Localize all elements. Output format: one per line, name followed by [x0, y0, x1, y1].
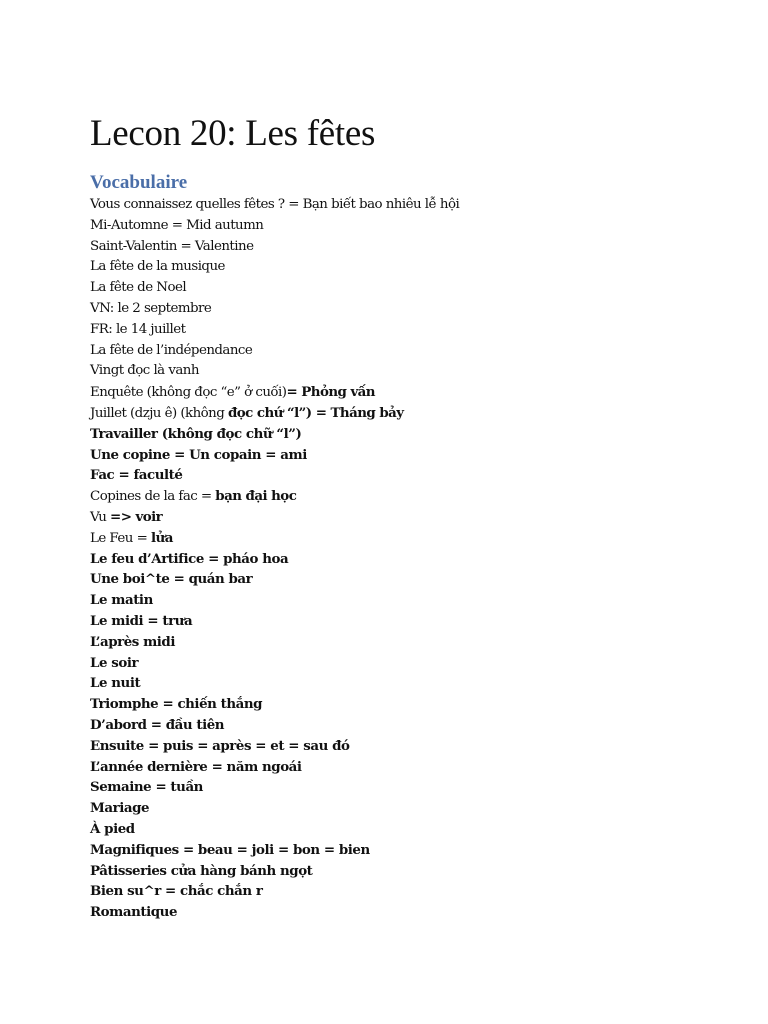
vocab-line: Pâtisseries cửa hàng bánh ngọt [90, 862, 313, 879]
vocab-line-part: Copines de la fac = [90, 489, 216, 505]
vocab-line-part: Vu [90, 509, 111, 525]
vocab-line-part: Le Feu = [90, 530, 151, 546]
vocab-line-bold-part: => voir [110, 508, 163, 525]
vocab-line: Bien su^r = chắc chắn r [90, 883, 263, 900]
vocabulary-list [90, 195, 730, 923]
vocab-line: Une boi^te = quán bar [90, 571, 253, 588]
vocab-line: Travailler (không đọc chữ “l”) [90, 425, 302, 442]
vocab-line: La fête de Noel [90, 280, 187, 296]
vocab-line: Mi-Automne = Mid autumn [90, 217, 264, 233]
vocab-line: L’année dernière = năm ngoái [90, 758, 302, 775]
vocab-line: Saint-Valentin = Valentine [90, 238, 254, 254]
vocab-line: La fête de la musique [90, 259, 225, 275]
vocab-line: Vous connaissez quelles fêtes ? = Bạn biết bao nhiêu lễ hội [90, 197, 460, 212]
vocab-line: Le midi = trưa [90, 612, 193, 629]
vocab-line: Le matin [90, 592, 153, 609]
vocab-line-bold-part: bạn đại học [215, 488, 297, 505]
vocab-line: Le nuit [90, 675, 141, 692]
vocab-line-bold-part: đọc chứ “l”) = Tháng bảy [227, 404, 404, 421]
vocab-line: Mariage [90, 800, 150, 817]
vocab-line: Magnifiques = beau = joli = bon = bien [90, 841, 370, 858]
vocab-line [90, 507, 730, 528]
vocab-line: Semaine = tuần [90, 779, 203, 796]
vocab-line: Une copine = Un copain = ami [90, 446, 307, 463]
vocab-line [90, 486, 730, 507]
vocab-line: Fac = faculté [90, 467, 183, 484]
vocab-line [90, 382, 730, 403]
vocab-line: FR: le 14 juillet [90, 321, 186, 337]
vocab-line [90, 403, 730, 424]
vocab-line: À pied [90, 820, 135, 837]
page-title: Lecon 20: Les fêtes [90, 113, 376, 154]
vocab-line-bold-part: = Phỏng vấn [286, 384, 375, 401]
vocab-line: Le feu d’Artifice = pháo hoa [90, 550, 289, 567]
vocab-line-part: Enquête (không đọc “e” ở cuối) [90, 385, 287, 401]
vocab-line: Triomphe = chiến thắng [90, 696, 263, 713]
vocab-line: La fête de l’indépendance [90, 342, 253, 358]
vocab-line: Ensuite = puis = après = et = sau đó [90, 737, 350, 754]
vocab-line: D’abord = đầu tiên [90, 716, 225, 733]
vocab-line [90, 528, 730, 549]
vocab-line: Vingt đọc là vanh [90, 363, 199, 379]
vocab-line: VN: le 2 septembre [90, 300, 212, 316]
vocab-line-bold-part: lửa [150, 529, 173, 546]
vocab-line: Romantique [90, 904, 178, 921]
section-heading: Vocabulaire [90, 172, 188, 193]
vocab-line: L’après midi [90, 633, 175, 650]
vocab-line-part: Juillet (dzju ê) (không [90, 405, 228, 421]
vocab-line: Le soir [90, 654, 139, 671]
